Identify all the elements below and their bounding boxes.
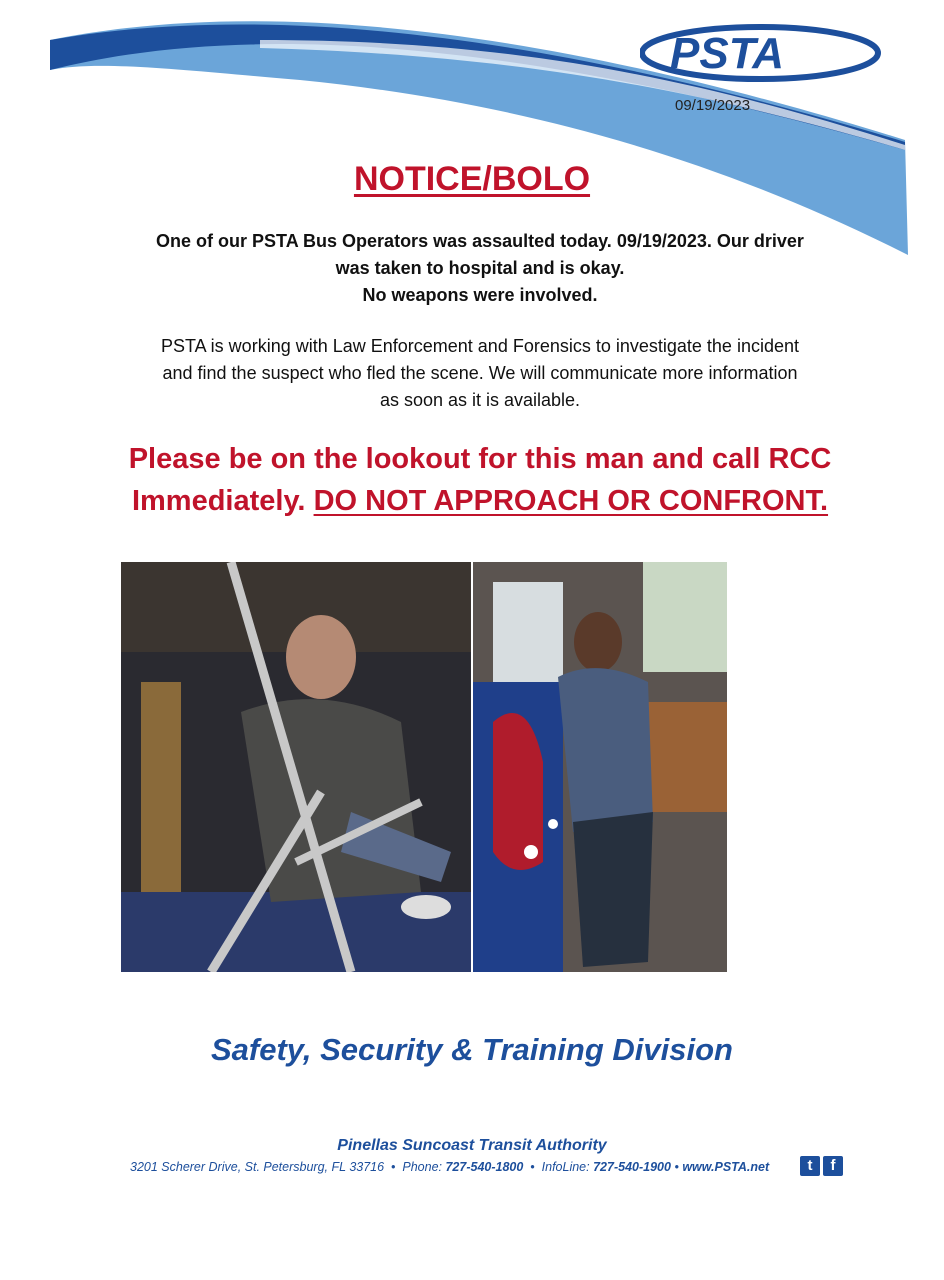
psta-logo <box>640 18 885 88</box>
logo-text: PSTA <box>670 29 785 78</box>
suspect-photo-seated <box>121 562 471 972</box>
incident-summary <box>120 228 840 309</box>
contact-line <box>130 1160 769 1174</box>
lookout-alert <box>60 438 900 522</box>
address: 3201 Scherer Drive, St. Petersburg, FL 33716 <box>130 1160 385 1174</box>
body-line: and find the suspect who fled the scene. We will communicate more information <box>162 363 798 383</box>
website-link[interactable]: www.PSTA.net <box>682 1160 770 1174</box>
facebook-icon[interactable]: f <box>823 1156 843 1176</box>
body-line: PSTA is working with Law Enforcement and Forensics to investigate the incident <box>161 336 799 356</box>
alert-line-2 <box>60 480 900 522</box>
intro-line: was taken to hospital and is okay. <box>335 258 625 278</box>
separator: • <box>674 1160 679 1174</box>
body-line: as soon as it is available. <box>379 390 581 410</box>
notice-date: 09/19/2023 <box>675 97 751 114</box>
intro-line: No weapons were involved. <box>362 285 598 305</box>
separator: • <box>530 1160 535 1174</box>
separator: • <box>391 1160 396 1174</box>
twitter-icon[interactable]: t <box>800 1156 820 1176</box>
notice-title: NOTICE/BOLO <box>353 160 591 198</box>
phone-number: 727-540-1800 <box>445 1160 524 1174</box>
intro-line: One of our PSTA Bus Operators was assaulted today. 09/19/2023. Our driver <box>156 231 804 251</box>
alert-prefix: Immediately. <box>131 485 306 517</box>
alert-line-1: Please be on the lookout for this man and call RCC <box>128 443 832 475</box>
phone-label: Phone: <box>402 1160 442 1174</box>
infoline-label: InfoLine: <box>541 1160 590 1174</box>
infoline-number: 727-540-1900 <box>593 1160 671 1174</box>
suspect-photo-door <box>473 562 727 972</box>
investigation-paragraph <box>110 333 850 414</box>
division-name: Safety, Security & Training Division <box>211 1032 733 1067</box>
do-not-approach-warning: DO NOT APPROACH OR CONFRONT. <box>313 485 829 517</box>
organization-name: Pinellas Suncoast Transit Authority <box>337 1137 607 1154</box>
